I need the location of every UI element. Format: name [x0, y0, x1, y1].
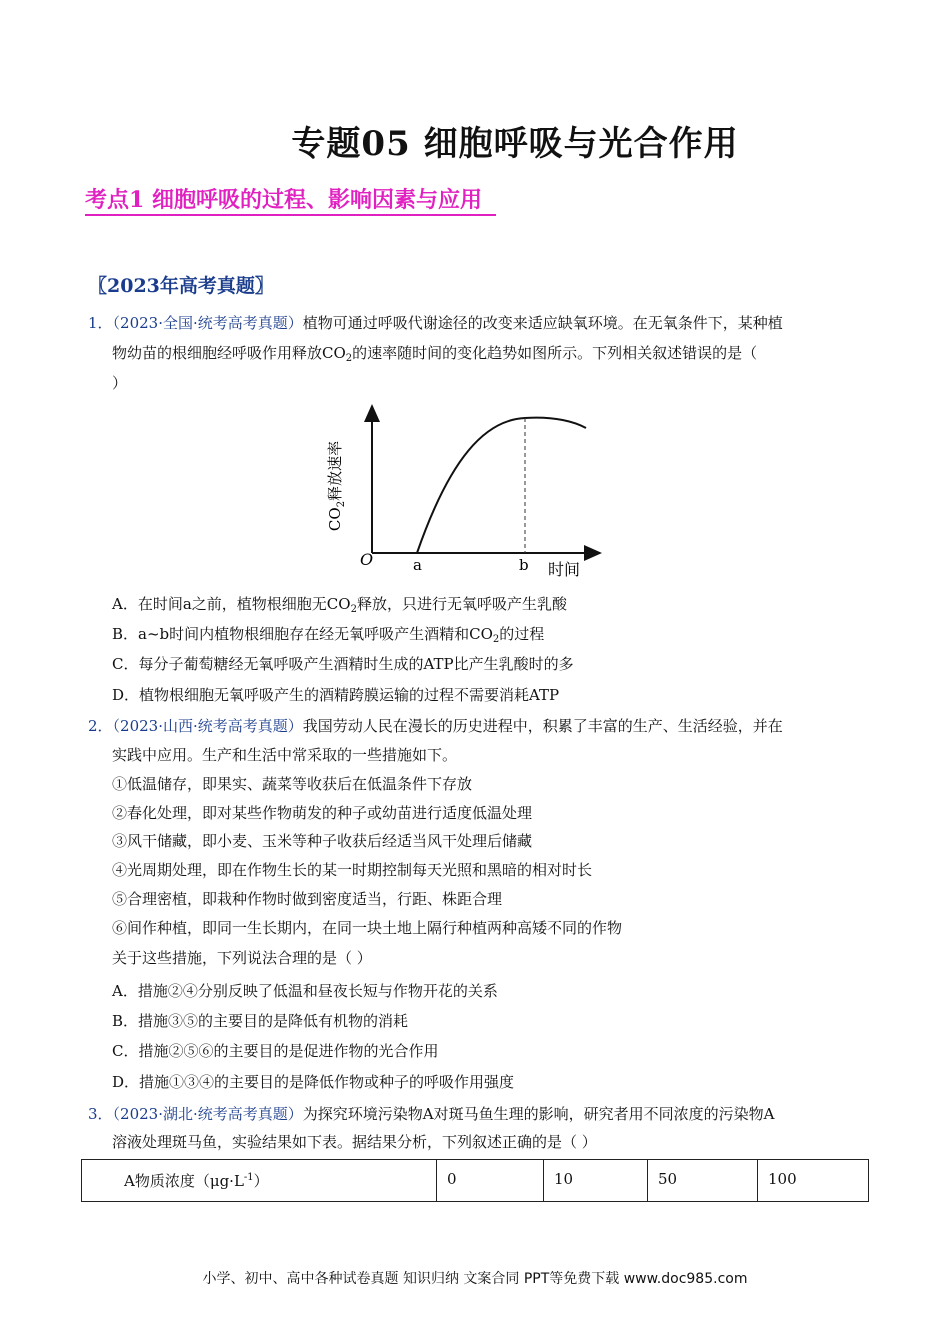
origin-label: O [360, 550, 374, 569]
q2-ask: 关于这些措施，下列说法合理的是（ ） [112, 949, 372, 967]
q3-source: （2023·湖北·统考高考真题） [112, 1105, 303, 1123]
table-header-cell: A物质浓度$(\mu g\cdot L^{-1})$ [82, 1160, 437, 1202]
q3-number: 3． [88, 1105, 113, 1123]
section-heading: 考点1 细胞呼吸的过程、影响因素与应用 [85, 186, 496, 216]
q2-item-2: ②春化处理，即对某些作物萌发的种子或幼苗进行适度低温处理 [112, 804, 533, 822]
q2-option-a[interactable]: A．措施②④分别反映了低温和昼夜长短与作物开花的关系 [112, 982, 498, 1000]
q2-item-4: ④光周期处理，即在作物生长的某一时期控制每天光照和黑暗的相对时长 [112, 861, 593, 879]
page-footer[interactable]: 小学、初中、高中各种试卷真题 知识归纳 文案合同 PPT等免费下载 www.doc985.com [202, 1271, 748, 1287]
tick-b: b [519, 556, 529, 574]
q2-item-3: ③风干储藏，即小麦、玉米等种子收获后经适当风干处理后储藏 [112, 832, 533, 850]
q1-line-1 [88, 313, 783, 333]
q1-source: （2023·全国·统考高考真题） [112, 314, 303, 332]
q3-line-1: 3．（2023·湖北·统考高考真题）为探究环境污染物A对斑马鱼生理的影响，研究者用不同浓度的污染物A [88, 1105, 775, 1123]
q2-line-1: 2．（2023·山西·统考高考真题）我国劳动人民在漫长的历史进程中，积累了丰富的生产、生活经验，并在 [88, 717, 783, 735]
q2-item-5: ⑤合理密植，即栽种作物时做到密度适当，行距、株距合理 [112, 890, 503, 908]
q2-option-c[interactable]: C．措施②⑤⑥的主要目的是促进作物的光合作用 [112, 1042, 439, 1060]
q2-item-6: ⑥间作种植，即同一生长期内，在同一块土地上隔行种植两种高矮不同的作物 [112, 919, 623, 937]
tick-a: a [413, 556, 422, 574]
table-cell: 50 [648, 1160, 758, 1202]
q3-line-2: 溶液处理斑马鱼，实验结果如下表。据结果分析，下列叙述正确的是（ ） [112, 1133, 597, 1151]
q1-number: 1． [88, 314, 113, 332]
co2-release-chart [320, 398, 620, 583]
year-heading: 〖2023年高考真题〗 [88, 275, 274, 297]
q1-stem-1: 植物可通过呼吸代谢途径的改变来适应缺氧环境。在无氧条件下，某种植 [302, 314, 783, 332]
page-title: 专题05 细胞呼吸与光合作用 [291, 124, 739, 164]
concentration-table [81, 1159, 869, 1202]
rate-curve [417, 418, 586, 553]
x-axis-label: 时间 [548, 560, 581, 579]
q1-option-a[interactable]: A．在时间a之前，植物根细胞无$CO_2$释放，只进行无氧呼吸产生乳酸 [112, 595, 567, 615]
q2-source: （2023·山西·统考高考真题） [112, 717, 303, 735]
q2-line-2: 实践中应用。生产和生活中常采取的一些措施如下。 [112, 746, 458, 764]
table-cell: 100 [758, 1160, 869, 1202]
q2-option-d[interactable]: D．措施①③④的主要目的是降低作物或种子的呼吸作用强度 [112, 1073, 515, 1091]
q2-option-b[interactable]: B．措施③⑤的主要目的是降低有机物的消耗 [112, 1012, 409, 1030]
q1-line-2: 物幼苗的根细胞经呼吸作用释放$CO_2$的速率随时间的变化趋势如图所示。下列相关叙述错误的是（ [112, 344, 758, 364]
q1-option-d[interactable]: D．植物根细胞无氧呼吸产生的酒精跨膜运输的过程不需要消耗ATP [112, 686, 560, 704]
q1-option-c[interactable]: C．每分子葡萄糖经无氧呼吸产生酒精时生成的ATP比产生乳酸时的多 [112, 655, 574, 673]
y-axis-label: $CO_2$释放速率 [326, 440, 347, 532]
q1-line-3: ） [112, 374, 128, 392]
table-cell: 0 [437, 1160, 544, 1202]
q2-number: 2． [88, 717, 113, 735]
table-row [82, 1160, 869, 1202]
q1-option-b[interactable]: B．a~b时间内植物根细胞存在经无氧呼吸产生酒精和$CO_2$的过程 [112, 625, 545, 645]
q2-item-1: ①低温储存，即果实、蔬菜等收获后在低温条件下存放 [112, 775, 473, 793]
table-cell: 10 [544, 1160, 648, 1202]
